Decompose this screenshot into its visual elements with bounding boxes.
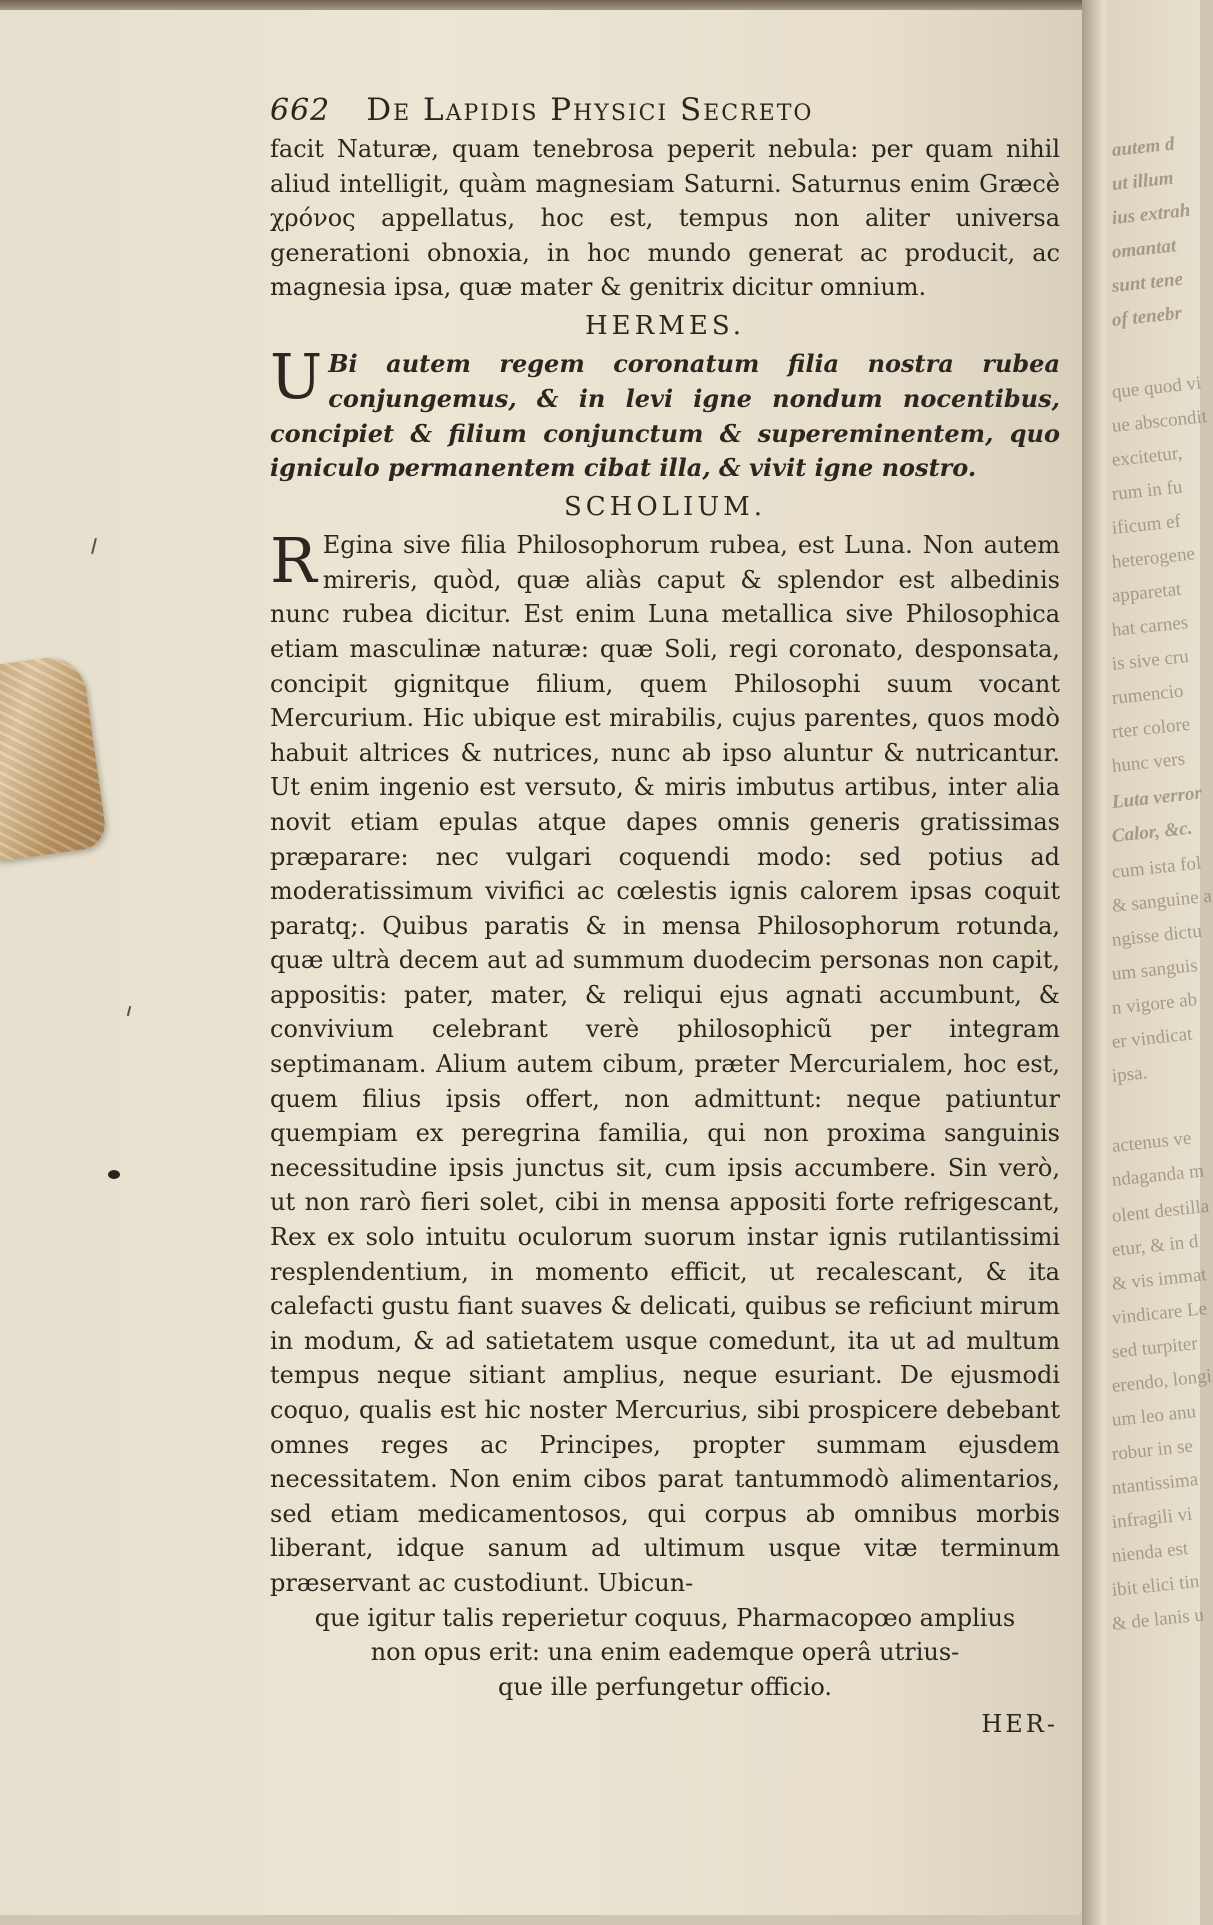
facing-page-fragment: excitetur, — [1110, 442, 1184, 471]
facing-page-fragment: robur in se — [1110, 1435, 1194, 1465]
scholium-dropcap: R — [270, 524, 317, 598]
scholium-tail-line: que ille perfungetur officio. — [497, 1672, 833, 1701]
facing-page-fragment: er vindicat — [1110, 1023, 1194, 1053]
catchword: HER- — [981, 1710, 1058, 1739]
facing-page-fragment: is sive cru — [1110, 646, 1190, 675]
facing-page-fragment: heterogene — [1110, 543, 1196, 573]
ink-blot — [108, 1170, 120, 1179]
facing-page-fragment: ndaganda m — [1110, 1160, 1205, 1191]
text-block — [270, 88, 1060, 1738]
hermes-heading: HERMES. — [585, 310, 745, 341]
margin-mark — [127, 1006, 131, 1016]
facing-page-fragment: ius extrah — [1110, 199, 1192, 229]
facing-page-fragment: autem d — [1110, 133, 1176, 161]
facing-page-fragment: cum ista fol — [1110, 852, 1203, 883]
facing-page-fragment: ut illum — [1110, 167, 1175, 195]
facing-page-fragment: etur, & in d — [1110, 1230, 1200, 1261]
facing-page-fragment: ntantissima — [1110, 1469, 1200, 1499]
facing-page-fragment: sunt tene — [1110, 268, 1184, 297]
facing-page-fragment: ue abscondit — [1110, 406, 1209, 437]
facing-page-fragment: & de lanis u — [1110, 1604, 1205, 1635]
facing-page-fragment: ngisse dictu — [1110, 920, 1203, 951]
hermes-dropcap: U — [270, 339, 323, 413]
facing-page-fragment: rum in fu — [1110, 476, 1184, 505]
facing-page-edge — [1110, 0, 1213, 1925]
paper-bookmark — [0, 653, 108, 862]
facing-page-fragment: & vis immat — [1110, 1264, 1208, 1295]
book-page — [0, 10, 1082, 1915]
scholium-tail-line: non opus erit: una enim eademque operâ utrius- — [370, 1638, 960, 1667]
facing-page-fragment: n vigore ab — [1110, 989, 1199, 1019]
facing-page-fragment: Calor, &c. — [1110, 817, 1194, 847]
running-title: De Lapidis Physici Secreto — [366, 92, 814, 128]
facing-page-fragment: um leo anu — [1110, 1401, 1198, 1431]
facing-page-fragment: vindicare Le — [1110, 1298, 1209, 1329]
facing-page-fragment: que quod vi — [1110, 372, 1203, 403]
facing-page-fragment: sed turpiter — [1110, 1333, 1199, 1363]
facing-page-fragment: apparetat — [1110, 578, 1183, 607]
facing-page-fragment: rumencio — [1110, 680, 1185, 709]
hermes-quote — [270, 339, 1060, 486]
facing-page-fragment: erendo, longi — [1110, 1365, 1213, 1397]
facing-page-fragment: ibit elici tin — [1110, 1570, 1201, 1601]
facing-page-fragment: ipsa. — [1110, 1062, 1149, 1087]
hermes-quote-text: Bi autem regem coronatum filia nostra rubea conjungemus, & in levi igne nondum nocentibus, concipiet & filium conjunctum & supereminentem, quo igniculo permanentem cibat illa, & vivit igne nostro. — [270, 348, 1060, 483]
running-head — [270, 88, 1060, 132]
facing-page-fragment: omantat — [1110, 235, 1178, 263]
facing-page-fragment: hat carnes — [1110, 612, 1190, 641]
margin-mark — [91, 538, 97, 554]
scholium-tail-line: que igitur talis reperietur coquus, Pharmacopœo amplius — [314, 1603, 1016, 1632]
facing-page-fragment: actenus ve — [1110, 1127, 1193, 1157]
facing-page-fragment: um sanguis — [1110, 955, 1199, 985]
page-number: 662 — [270, 93, 331, 128]
facing-page-fragment: hunc vers — [1110, 748, 1186, 777]
opening-paragraph: facit Naturæ, quam tenebrosa peperit nebula: per quam nihil aliud intelligit, quàm magnesiam Saturni. Saturnus enim Græcè χρόνος appellatus, hoc est, tempus non aliter universa generationi obnoxia, in hoc mundo generat ac producit, ac magnesia ipsa, quæ mater & genitrix dicitur omnium. — [270, 135, 1060, 302]
facing-page-fragment: Luta verror — [1110, 782, 1203, 813]
facing-page-fragment: infragili vi — [1110, 1503, 1194, 1533]
facing-page-fragment: olent destilla — [1110, 1195, 1211, 1227]
facing-page-fragment: nienda est — [1110, 1538, 1190, 1567]
facing-page-fragment: rter colore — [1110, 713, 1192, 743]
scholium-paragraph — [270, 524, 1060, 1600]
facing-page-fragment: ificum ef — [1110, 510, 1182, 539]
facing-page-fragment: of tenebr — [1110, 302, 1183, 331]
scholium-text: Egina sive filia Philosophorum rubea, est Luna. Non autem mireris, quòd, quæ aliàs caput & splendor est albedinis nunc rubea dicitur. Est enim Luna metallica sive Philosophica etiam masculinæ naturæ: quæ Soli, regi coronato, desponsata, concipit gignitque filium, quem Philosophi suum vocant Mercurium. Hic ubique est mirabilis, cujus parentes, quos modò habuit altrices & nutrices, nunc ab ipso aluntur & nutricantur. Ut enim ingenio est versuto, & miris imbutus artibus, inter alia novit etiam epulas atque dapes omnis generis gratissimas præparare: nec vulgari coquendi modo: sed potius ad moderatissimum vivifici ac cœlestis ignis calorem ipsas coquit paratq;. Quibus paratis & in mensa Philosophorum rotunda, quæ ultrà decem aut ad summum duodecim personas non capit, appositis: pater, mater, & reliqui ejus agnati accumbunt, & convivium celebrant verè philosophicũ per integram septimanam. Alium autem cibum, præter Mercurialem, hoc est, quem filius ipsis offert, non admittunt: neque patiuntur quempiam ex peregrina familia, qui non proxima sanguinis necessitudine ipsis junctus sit, cum ipsis accumbere. Sin verò, ut non rarò fieri solet, cibi in mensa appositi forte refrigescant, Rex ex solo intuitu oculorum suorum instar ignis rutilantissimi resplendentium, in momento efficit, ut recalescant, & ita calefacti gustu fiant suaves & delicati, quibus se reficiunt mirum in modum, & ad satietatem usque comedunt, ita ut ad multum tempus neque sitiant amplius, neque esuriant. De ejusmodi coquo, qualis est hic noster Mercurius, sibi prospicere debebant omnes reges ac Principes, propter summam ejusdem necessitatem. Non enim cibos parat tantummodò alimentarios, sed etiam medicamentosos, qui corpus ab omnibus morbis liberant, idque sanum ad ultimum usque vitæ terminum præservant ac custodiunt. Ubicun- — [270, 531, 1060, 1597]
scholium-heading: SCHOLIUM. — [563, 492, 767, 523]
facing-page-fragment: & sanguine a — [1110, 885, 1213, 917]
